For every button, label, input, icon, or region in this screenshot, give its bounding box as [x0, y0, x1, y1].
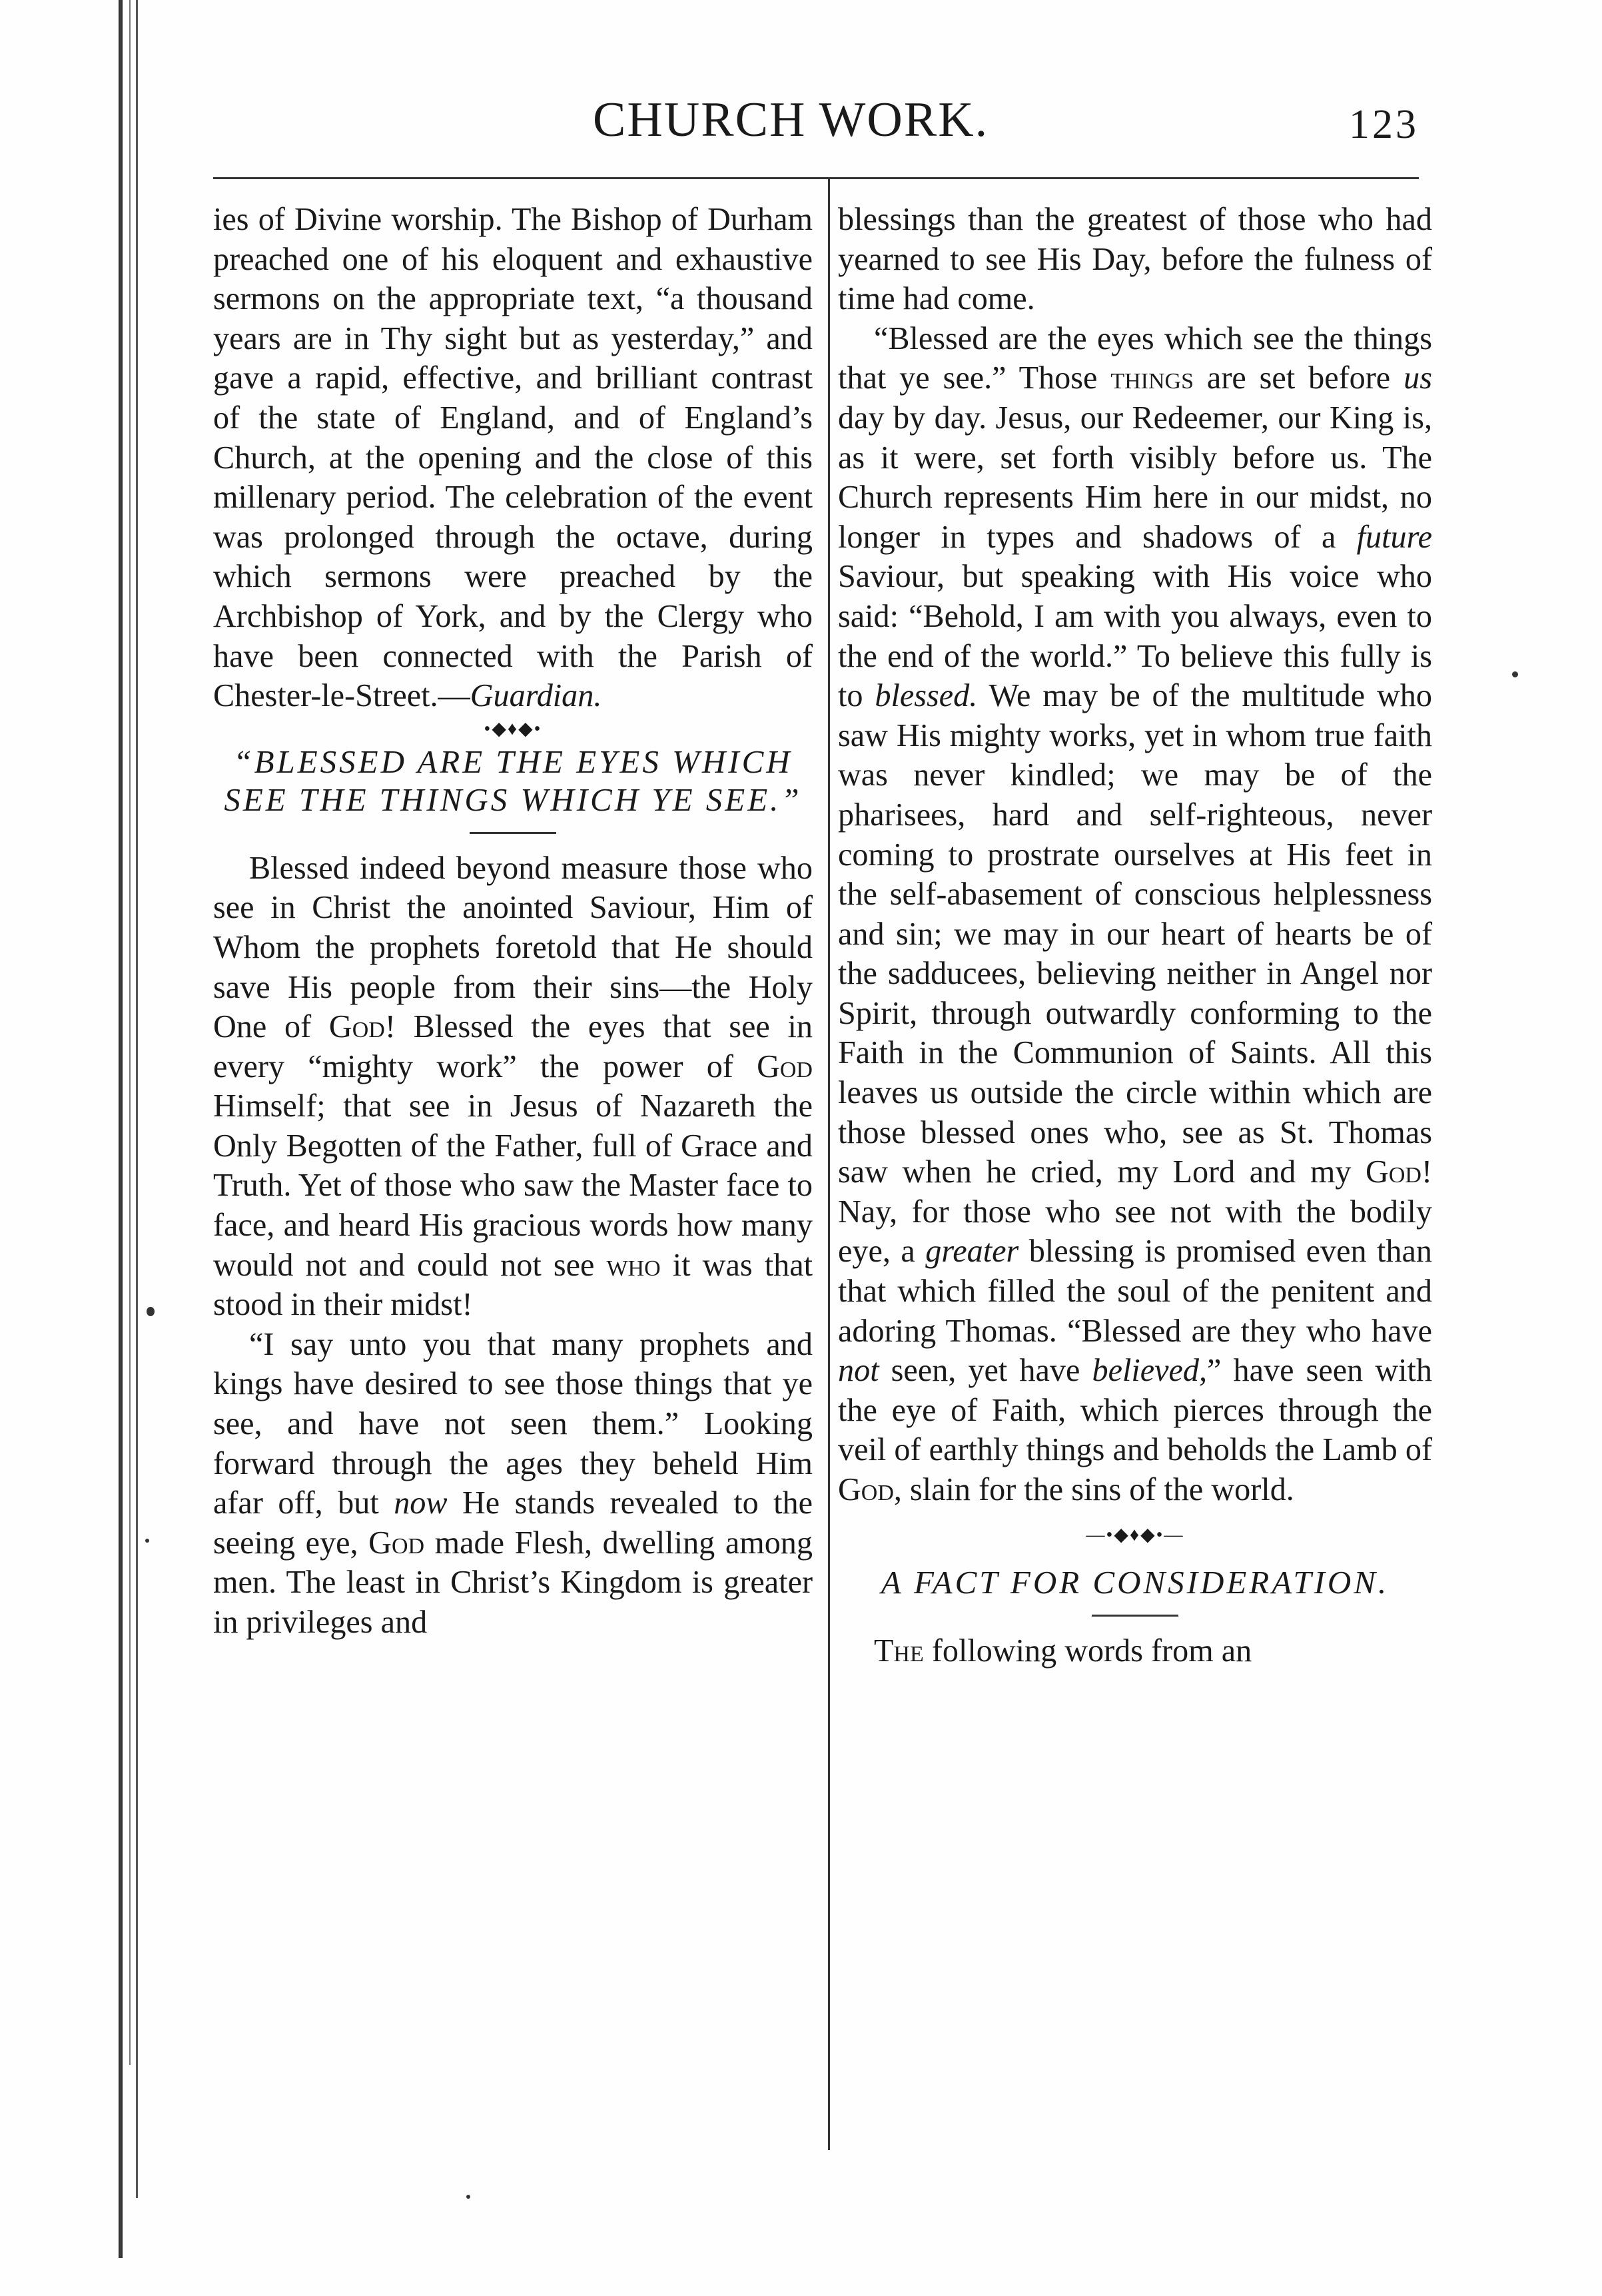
binding-edge	[119, 0, 123, 2258]
binding-edge	[129, 0, 131, 2065]
header-rule	[213, 177, 1419, 179]
source-citation: Guardian.	[470, 678, 602, 714]
paragraph: The following words from an	[874, 1633, 1252, 1669]
print-speck	[1512, 671, 1518, 677]
paragraph: “Blessed are the eyes which see the things that ye see.” Those things are set before us day by day. Jesus, our Redeemer, our King is, as it were, set forth visibly before us. The Church represents Him here in our midst, no longer in types and shadows of a future Saviour, but speaking with His voice who said: “Behold, I am with you always, even to the end of the world.” To believe this fully is to blessed. We may be of the multitude who saw His mighty works, yet in whom true faith was never kindled; we may be of the pharisees, hard and self-righteous, never coming to prostrate ourselves at His feet in the self-abasement of conscious helplessness and sin; we may in our heart of hearts be of the sadducees, believing neither in Angel nor Spirit, through outwardly conforming to the Faith in the Communion of Saints. All this leaves us outside the circle within which are those blessed ones who, see as St. Thomas saw when he cried, my Lord and my God! Nay, for those who see not with the bodily eye, a greater blessing is promised even than that which filled the soul of the penitent and adoring Thomas. “Blessed are they who have not seen, yet have believed,” have seen with the eye of Faith, which pierces through the veil of earthly things and beholds the Lamb of God, slain for the sins of the world.	[838, 320, 1432, 1507]
section-heading: “BLESSED ARE THE EYES WHICH SEE THE THINGS WHICH YE SEE.”	[224, 743, 802, 818]
ornament-divider: —•◆♦◆•—	[1086, 1524, 1184, 1545]
print-speck	[147, 1307, 155, 1316]
column-rule	[828, 179, 830, 2150]
left-column	[213, 200, 813, 1643]
print-speck	[145, 1539, 149, 1543]
section-heading: A FACT FOR CONSIDERATION.	[881, 1563, 1390, 1601]
print-speck	[466, 2195, 470, 2199]
binding-edge	[136, 0, 138, 2198]
ornament-divider: •◆♦◆•	[484, 718, 542, 739]
page-number: 123	[1349, 102, 1419, 147]
short-rule	[1092, 1615, 1178, 1617]
paragraph-text: ies of Divine worship. The Bishop of Durham preached one of his eloquent and exhaustive sermons on the appropriate text, “a thousand years are in Thy sight but as yesterday,” and gave a rapid, effective, and brilliant contrast of the state of England, and of England’s Church, at the opening and the close of this millenary period. The celebration of the event was prolonged through the octave, during which sermons were preached by the Archbishop of York, and by the Clergy who have been connected with the Parish of Chester-le-Street.—	[213, 202, 813, 714]
page-title: CHURCH WORK.	[593, 93, 989, 147]
short-rule	[470, 832, 556, 834]
paragraph: “I say unto you that many prophets and kings have desired to see those things that ye see, and have not seen them.” Looking forward through the ages they beheld Him afar off, but now He stands revealed to the seeing eye, God made Flesh, dwelling among men. The least in Christ’s Kingdom is greater in privileges and	[213, 1326, 813, 1640]
paragraph: Blessed indeed beyond measure those who see in Christ the anointed Saviour, Him of Whom the prophets foretold that He should save His people from their sins—the Holy One of God! Blessed the eyes that see in every “mighty work” the power of God Himself; that see in Jesus of Nazareth the Only Begotten of the Father, full of Grace and Truth. Yet of those who saw the Master face to face, and heard His gracious words how many would not and could not see who it was that stood in their midst!	[213, 850, 813, 1323]
right-column	[838, 200, 1432, 1671]
running-header	[0, 92, 1602, 165]
paragraph: blessings than the greatest of those who had yearned to see His Day, before the fulness of time had come.	[838, 202, 1432, 317]
paragraph	[213, 200, 813, 716]
